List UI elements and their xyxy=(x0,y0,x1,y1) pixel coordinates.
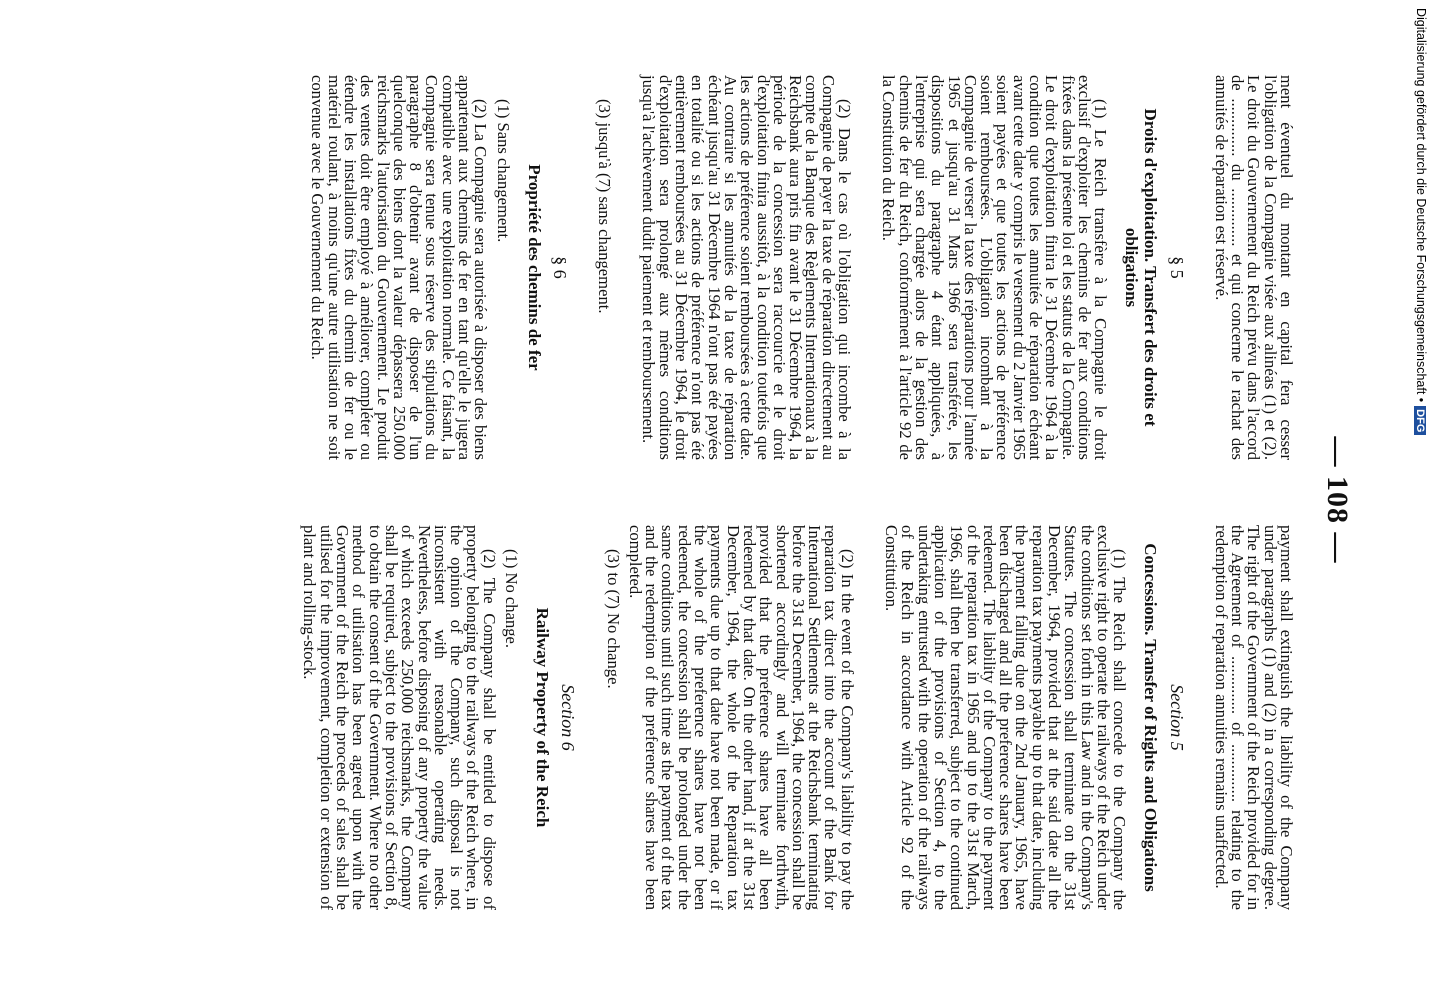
credit-text: Digitalisierung gefördert durch die Deutsche Forschungsgemeinschaft • xyxy=(1414,8,1428,403)
page-number: — 108 — xyxy=(1321,436,1354,564)
french-section-5-paragraph-1: (1) Le Reich transfère à la Compagnie le droit exclusif d'exploiter les chemins de fer aux conditions fixées dans la présente loi et les statuts de la Compagnie. Le droit d'exploitation finira le 31 Décembre 1964 à la condition que toutes les annuités de réparation échéant avant cette date y compris le versement du 2 Janvier 1965 soient payées et que toutes les actions de préférence soient remboursées. L'obligation incombant à la Compagnie de verser la taxe des réparations pour l'année 1965 et jusqu'au 31 Mars 1966 sera transférée, les dispositions du paragraphe 4 étant appliquées, à l'entreprise qui sera chargée alors de la gestion des chemins de fer du Reich, conformément à l'article 92 de la Constitution du Reich. xyxy=(879,75,1111,460)
french-section-6-number: § 6 xyxy=(549,256,570,279)
french-section-5-title: Droits d'exploitation. Transfert des droits et obligations xyxy=(1122,108,1161,427)
english-section-5-title: Concessions. Transfer of Rights and Obligations xyxy=(1141,543,1161,892)
english-section-6-title: Railway Property of the Reich xyxy=(533,607,553,828)
french-text-column xyxy=(303,75,1294,460)
french-section-6-paragraph-2: (2) La Compagnie sera autorisée à disposer des biens appartenant aux chemins de fer en tant qu'elle le jugera compatible avec une exploitation normale. Ce faisant, la Compagnie sera tenue sous réserve des stipulations du paragraphe 8 d'obtenir avant de disposer de l'un quelconque des biens dont la valeur dépassera 250.000 reichsmarks l'autorisation du Gouvernement. Le produit des ventes doit être employé à améliorer, compléter ou étendre les installations fixes du chemin de fer ou le matériel roulant, à moins qu'une autre utilisation ne soit convenue avec le Gouvernement du Reich. xyxy=(308,75,491,460)
french-section-5-paragraph-2: (2) Dans le cas où l'obligation qui incombe à la Compagnie de payer la taxe de réparation directement au compte de la Banque des Règlements Internationaux à la Reichsbank aura pris fin avant le 31 Décembre 1964, la période de la concession sera raccourcie et le droit d'exploitation finira aussitôt, à la condition toutefois que les actions de préférence soient remboursées à cette date. Au contraire si les annuités de la taxe de réparation échéant jusqu'au 31 Décembre 1964 n'ont pas été payées en totalité ou si les actions de préférence n'ont pas été entièrement remboursées au 31 Décembre 1964, le droit d'exploitation sera prolongé aux mêmes conditions jusqu'à l'achèvement dudit paiement et remboursement. xyxy=(639,75,855,460)
french-section-6-paragraph-1: (1) Sans changement. xyxy=(493,99,513,243)
french-section-5-number: § 5 xyxy=(1166,256,1187,279)
dfg-logo: DFG xyxy=(1414,406,1426,435)
english-section-5-paragraph-1: (1) The Reich shall concede to the Company the exclusive right to operate the railways of the Reich under the conditions set forth in this Law and in the Company's Statutes. The concession shall terminate on the 31st December, 1964, provided that at the said date all the reparation tax payments payable up to that date, including the payment falling due on the 2nd January, 1965, have been discharged and all the preference shares have been redeemed. The liability of the Company to the payment of the reparation tax in 1965 and up to the 31st March, 1966, shall then be transferred, subject to the continued application of the provisions of Section 4, to the undertaking entrusted with the operation of the railways of the Reich in accordance with Article 92 of the Constitution. xyxy=(882,525,1130,910)
english-text-column xyxy=(295,525,1294,910)
english-section-5-number: Section 5 xyxy=(1166,684,1187,751)
french-section-5-paragraph-3: (3) jusqu'à (7) sans changement. xyxy=(595,99,615,314)
french-intro-paragraph: ment éventuel du montant en capital fera cesser l'obligation de la Compagnie visée aux alinéas (1) et (2). Le droit du Gouvernement du Reich prévu dans l'accord de .............. du .............. et qui concerne le rachat des annuités de réparation est réservé. xyxy=(1211,75,1296,460)
english-section-5-paragraph-3: (3) to (7) No change. xyxy=(603,549,623,689)
english-section-6-paragraph-2: (2) The Company shall be entitled to dispose of property belonging to the railways of the Reich where, in the opinion of the Company, such disposal is not inconsistent with reasonable operating needs. Nevertheless, before disposing of any property the value of which exceeds 250,000 reichsmarks, the Company shall be required, subject to the provisions of Section 8, to obtain the consent of the Government. Where no other method of utilisation has been agreed upon with the Government of the Reich the proceeds of sales shall be utilised for the improvement, completion or extension of plant and rolling-stock. xyxy=(300,525,499,910)
english-intro-paragraph: payment shall extinguish the liability of the Company under paragraphs (1) and (2) in a corresponding degree. The right of the Government of the Reich provided for in the Agreement of .............. of .............. relating to the redemption of reparation annuities remains unaffected. xyxy=(1211,525,1296,910)
english-section-6-number: Section 6 xyxy=(558,684,579,751)
english-section-5-paragraph-2: (2) In the event of the Company's liability to pay the reparation tax direct into the account of the Bank for International Settlements at the Reichsbank terminating before the 31st December, 1964, the concession shall be shortened accordingly and will terminate forthwith, provided that the preference shares have all been redeemed by that date. On the other hand, if at the 31st December, 1964, the whole of the Reparation tax payments due up to that date have not been made, or if the whole of the preference shares have not been redeemed, the concession shall be prolonged under the same conditions until such time as the payment of the tax and the redemption of the preference shares have been completed. xyxy=(625,525,857,910)
english-section-6-paragraph-1: (1) No change. xyxy=(502,549,522,649)
french-section-6-title: Propriété des chemins de fer xyxy=(524,164,544,371)
